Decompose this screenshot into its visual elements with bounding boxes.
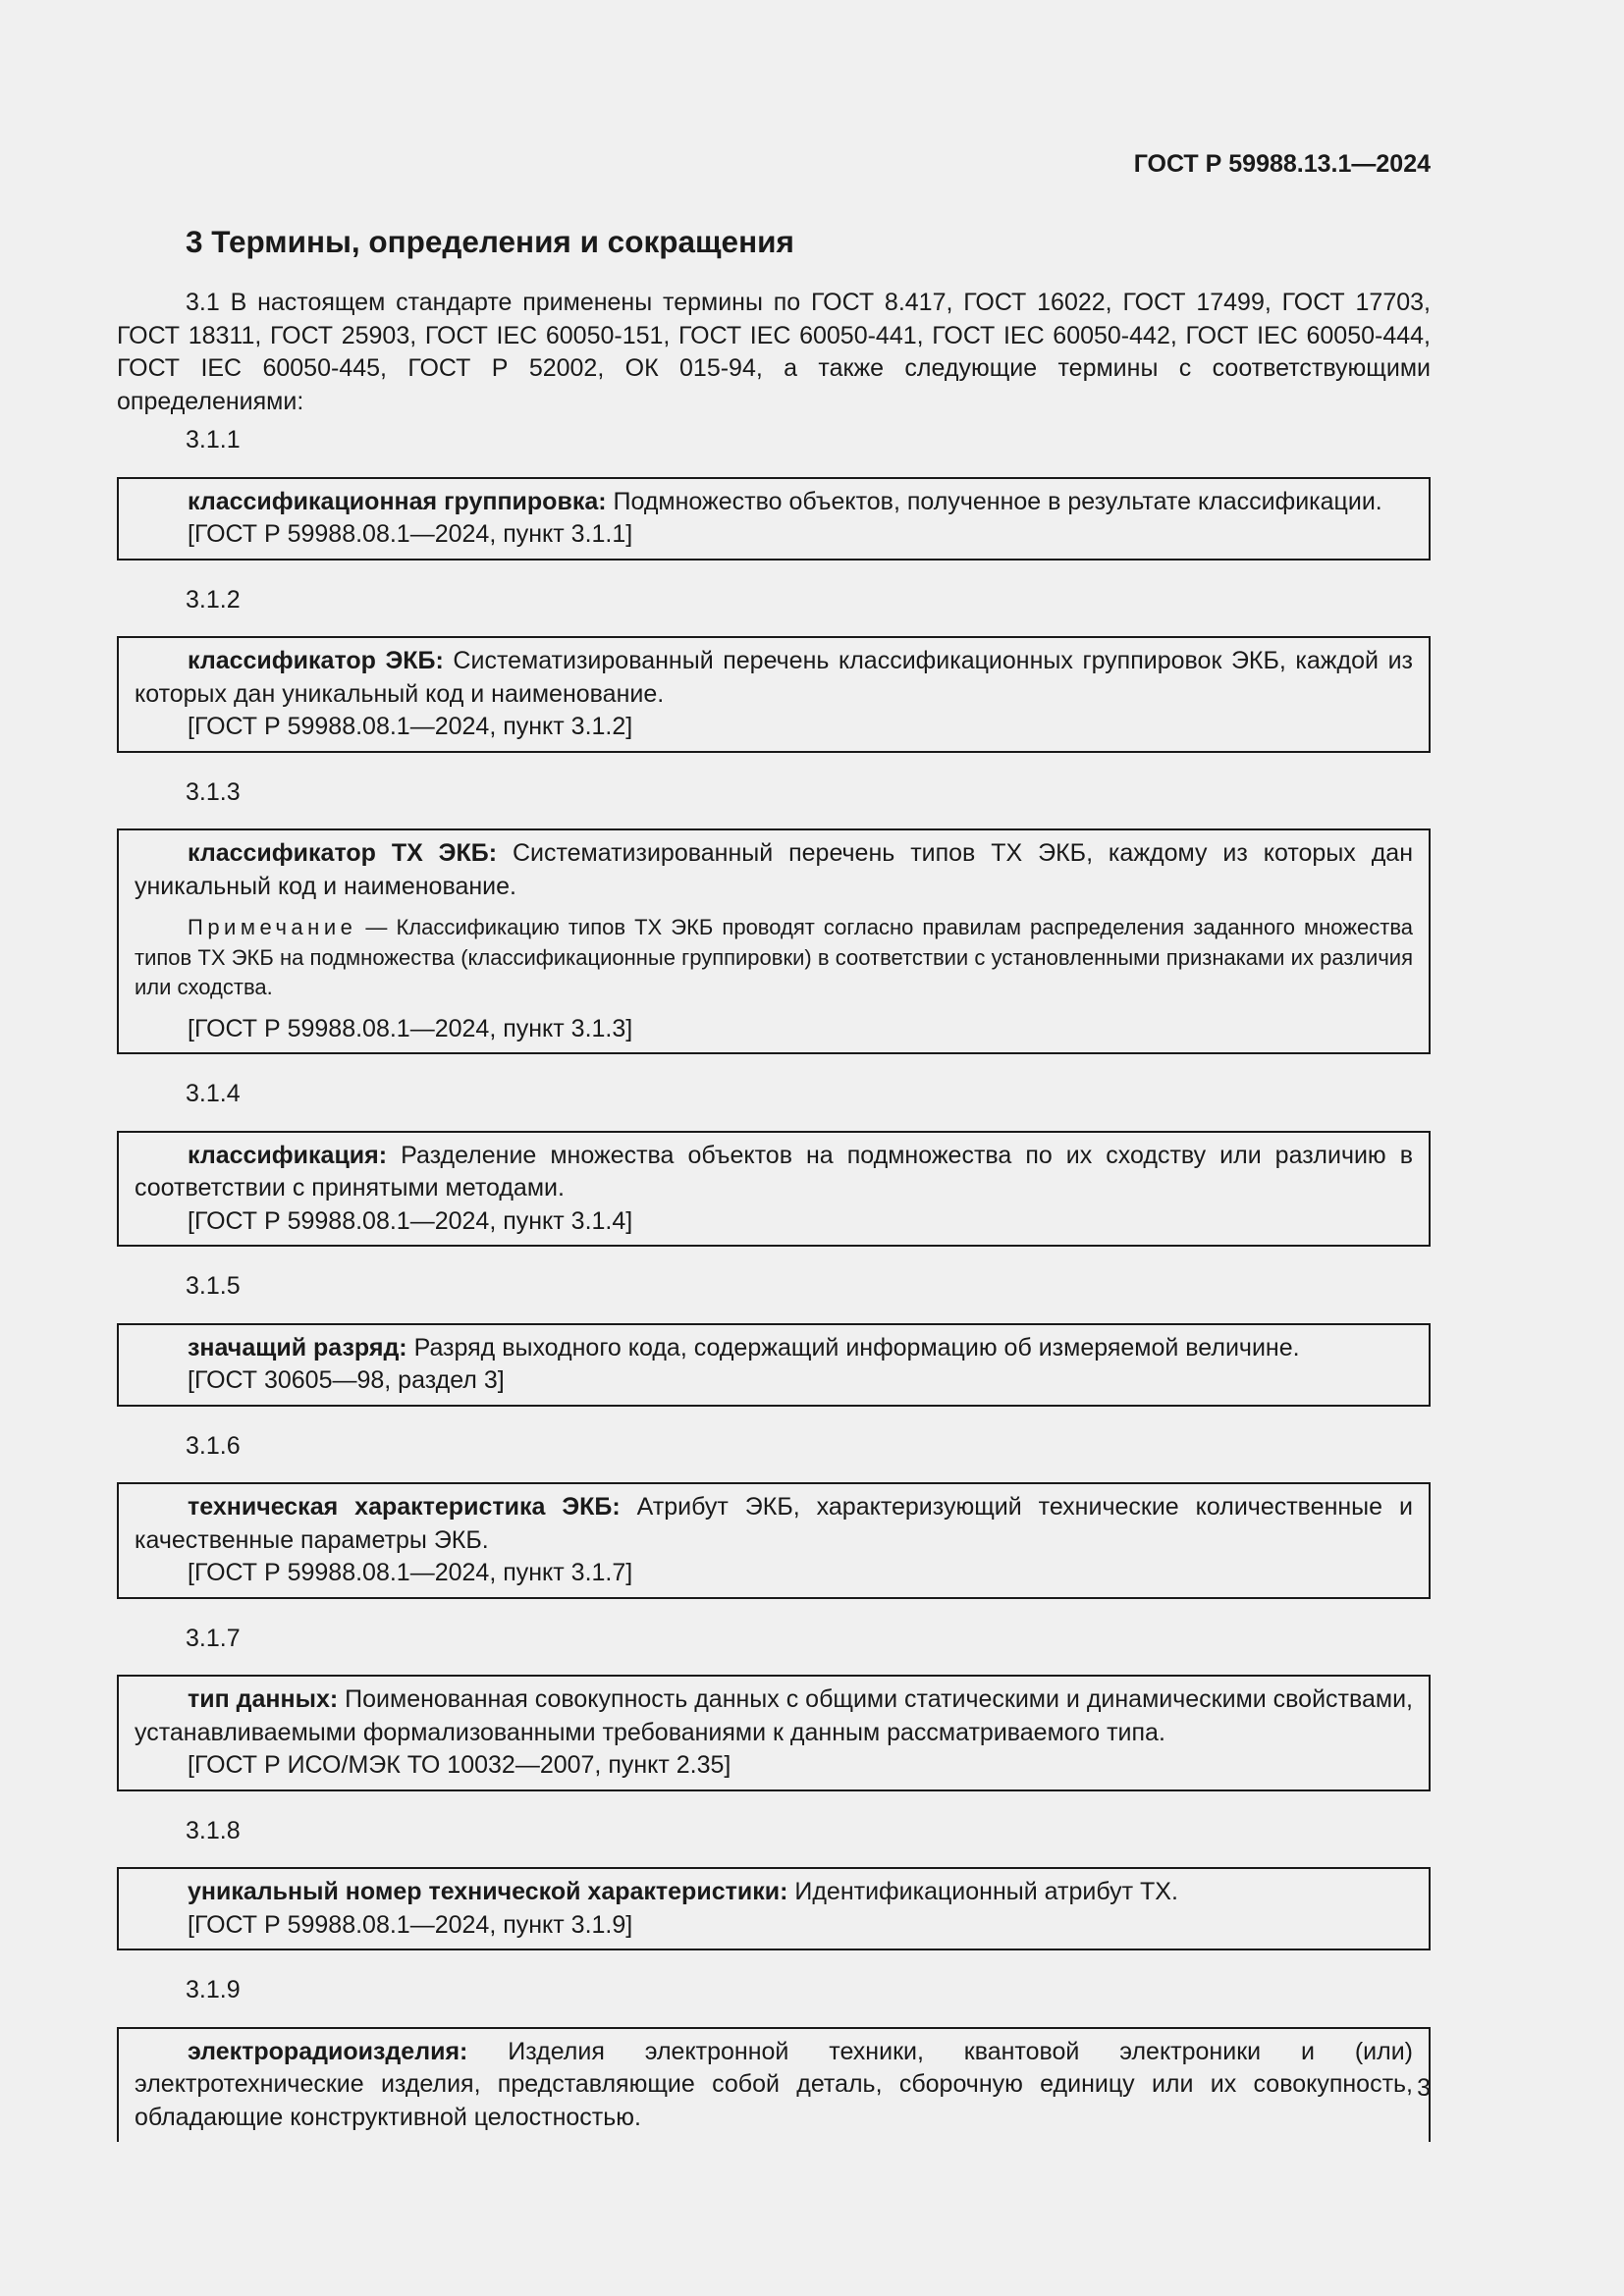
section-title: 3 Термины, определения и сокращения xyxy=(186,224,794,259)
term-source: [ГОСТ Р 59988.08.1—2024, пункт 3.1.9] xyxy=(188,1910,633,1939)
definition-text: Изделия электронной техники, квантовой электроники и (или) электротехнические изделия, представляющие собой деталь, сборочную единицу или их совокупность, обладающие конструктивной целостностью. xyxy=(135,2037,1413,2131)
term-number: 3.1.4 xyxy=(186,1080,241,1107)
term-number: 3.1.1 xyxy=(186,426,241,454)
term-definition-box xyxy=(117,477,1431,561)
term-definition-box xyxy=(117,1323,1431,1407)
term-name: классификатор ЭКБ: xyxy=(188,647,444,674)
term-source: [ГОСТ 30605—98, раздел 3] xyxy=(188,1366,505,1394)
term-definition-box xyxy=(117,1131,1431,1248)
term-definition xyxy=(135,1140,1413,1205)
term-source: [ГОСТ Р 59988.08.1—2024, пункт 3.1.3] xyxy=(188,1014,633,1042)
definition-text: Идентификационный атрибут ТХ. xyxy=(794,1878,1178,1905)
term-source: [ГОСТ Р 59988.08.1—2024, пункт 3.1.2] xyxy=(188,713,633,740)
term-number: 3.1.7 xyxy=(186,1624,241,1652)
term-definition-box xyxy=(117,1675,1431,1791)
definition-text: Разделение множества объектов на подмножества по их сходству или различию в соответствии с принятыми методами. xyxy=(135,1141,1413,1201)
term-number: 3.1.5 xyxy=(186,1272,241,1300)
term-definition xyxy=(135,1332,1413,1365)
intro-paragraph: 3.1 В настоящем стандарте применены термины по ГОСТ 8.417, ГОСТ 16022, ГОСТ 17499, ГОСТ 17703, ГОСТ 18311, ГОСТ 25903, ГОСТ IEC 60050-151, ГОСТ IEC 60050-441, ГОСТ IEC 60050-442, ГОСТ IEC 60050-444, ГОСТ IEC 60050-445, ГОСТ Р 52002, ОК 015-94, а также следующие термины с соответствующими определениями: xyxy=(117,289,1431,415)
term-name: электрорадиоизделия: xyxy=(188,2037,468,2065)
definition-text: Систематизированный перечень классификационных группировок ЭКБ, каждой из которых дан уникальный код и наименование. xyxy=(135,647,1413,708)
term-definition-box xyxy=(117,2027,1431,2143)
term-number: 3.1.3 xyxy=(186,777,241,806)
definition-text: Поименованная совокупность данных с общими статическими и динамическими свойствами, устанавливаемыми формализованными требованиями к данным рассматриваемого типа. xyxy=(135,1685,1413,1746)
term-number: 3.1.6 xyxy=(186,1431,241,1460)
term-name: классификатор ТХ ЭКБ: xyxy=(188,839,498,867)
term-definition xyxy=(135,1491,1413,1557)
term-definition-box xyxy=(117,1867,1431,1950)
term-name: классификация: xyxy=(188,1141,388,1169)
term-source: [ГОСТ Р 59988.08.1—2024, пункт 3.1.1] xyxy=(188,520,633,548)
term-definition xyxy=(135,837,1413,903)
term-number: 3.1.2 xyxy=(186,585,241,614)
term-number: 3.1.8 xyxy=(186,1816,241,1844)
note-text: — Классификацию типов ТХ ЭКБ проводят согласно правилам распределения заданного множества типов ТХ ЭКБ на подмножества (классификационные группировки) в соответствии с установленными признаками их различия или сходства. xyxy=(135,915,1413,999)
term-name: значащий разряд: xyxy=(188,1333,407,1362)
term-definition-box xyxy=(117,1482,1431,1599)
term-note xyxy=(135,913,1413,1003)
term-definition-box xyxy=(117,636,1431,753)
term-definition xyxy=(135,1683,1413,1749)
definition-text: Атрибут ЭКБ, характеризующий технические количественные и качественные параметры ЭКБ. xyxy=(135,1493,1413,1554)
term-source: [ГОСТ Р 59988.08.1—2024, пункт 3.1.4] xyxy=(188,1206,633,1235)
term-number: 3.1.9 xyxy=(186,1976,241,2003)
page-number: 3 xyxy=(1417,2074,1431,2102)
definition-text: Подмножество объектов, полученное в результате классификации. xyxy=(613,487,1382,515)
term-name: уникальный номер технической характеристики: xyxy=(188,1878,788,1905)
term-source: [ГОСТ Р ИСО/МЭК ТО 10032—2007, пункт 2.35] xyxy=(188,1751,731,1779)
definition-text: Систематизированный перечень типов ТХ ЭКБ, каждому из которых дан уникальный код и наименование. xyxy=(135,839,1414,900)
term-name: техническая характеристика ЭКБ: xyxy=(188,1493,621,1521)
term-definition xyxy=(135,645,1413,711)
page-content xyxy=(117,222,1431,2142)
term-definition-box xyxy=(117,828,1431,1054)
term-name: классификационная группировка: xyxy=(188,487,607,515)
term-definition xyxy=(135,2036,1413,2135)
term-name: тип данных: xyxy=(188,1685,339,1713)
term-definition xyxy=(135,486,1413,519)
term-definition xyxy=(135,1876,1413,1909)
term-source: [ГОСТ Р 59988.08.1—2024, пункт 3.1.7] xyxy=(188,1559,633,1586)
note-label: Примечание xyxy=(188,915,357,939)
definition-text: Разряд выходного кода, содержащий информацию об измеряемой величине. xyxy=(413,1333,1300,1362)
document-number: ГОСТ Р 59988.13.1—2024 xyxy=(1133,150,1431,178)
